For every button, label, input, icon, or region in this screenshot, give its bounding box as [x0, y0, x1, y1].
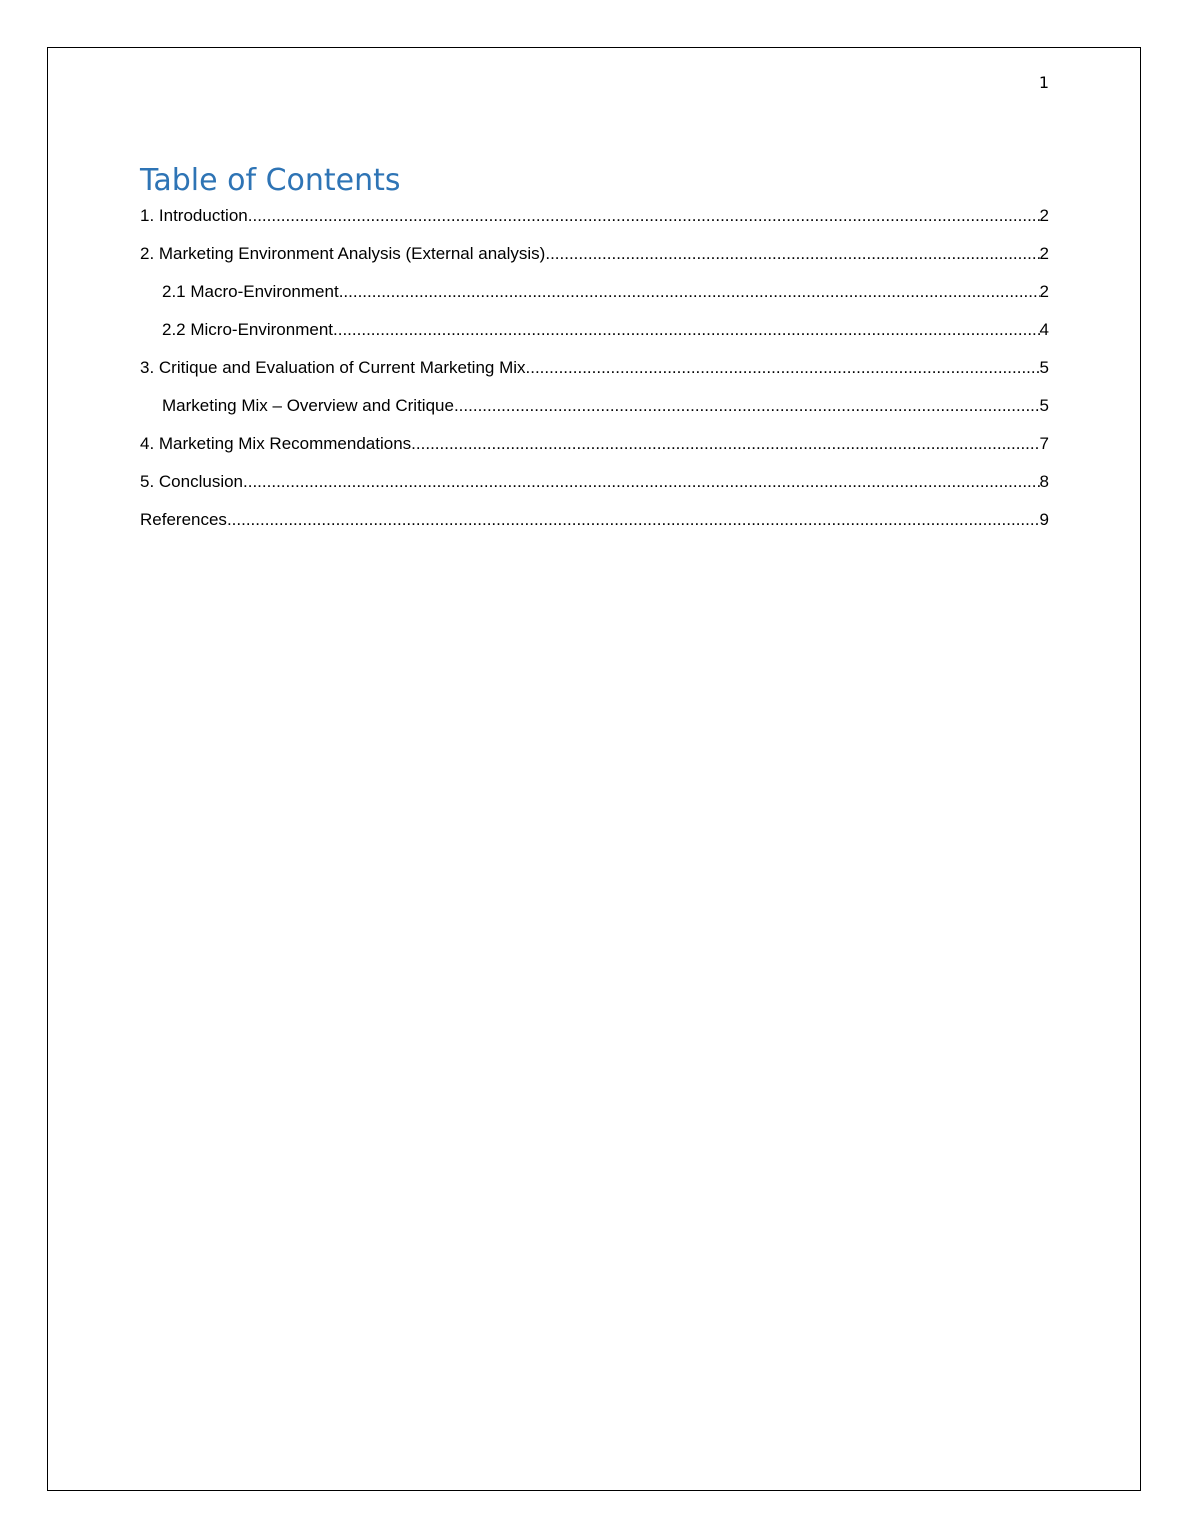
- toc-list: [140, 201, 1049, 530]
- toc-entry-introduction[interactable]: [140, 201, 1049, 226]
- toc-entry-page: 4: [1039, 320, 1049, 339]
- toc-entry-page: 2: [1039, 282, 1049, 301]
- toc-entry-marketing-mix-overview[interactable]: [140, 378, 1049, 416]
- toc-dot-leader: [545, 244, 1039, 264]
- toc-title: Table of Contents: [140, 163, 401, 198]
- toc-dot-leader: [248, 206, 1040, 226]
- toc-dot-leader: [227, 510, 1040, 530]
- toc-entry-text: 3. Critique and Evaluation of Current Marketing Mix: [140, 358, 526, 377]
- toc-entry-text: References: [140, 510, 227, 529]
- toc-entry-marketing-environment-analysis[interactable]: [140, 226, 1049, 264]
- toc-entry-text: 2.2 Micro-Environment: [162, 320, 334, 339]
- toc-entry-page: 2: [1039, 206, 1049, 225]
- toc-dot-leader: [243, 472, 1040, 492]
- toc-entry-page: 5: [1039, 396, 1049, 415]
- page-number: 1: [1038, 73, 1049, 92]
- toc-dot-leader: [339, 282, 1040, 302]
- toc-entry-page: 7: [1039, 434, 1049, 453]
- toc-entry-page: 8: [1039, 472, 1049, 491]
- toc-entry-text: 2. Marketing Environment Analysis (External analysis): [140, 244, 546, 263]
- toc-dot-leader: [526, 358, 1040, 378]
- toc-entry-conclusion[interactable]: [140, 454, 1049, 492]
- toc-entry-text: 5. Conclusion: [140, 472, 244, 491]
- toc-dot-leader: [411, 434, 1039, 454]
- toc-entry-text: Marketing Mix – Overview and Critique: [162, 396, 454, 415]
- toc-entry-text: 2.1 Macro-Environment: [162, 282, 339, 301]
- toc-entry-text: 1. Introduction: [140, 206, 248, 225]
- toc-entry-micro-environment[interactable]: [140, 302, 1049, 340]
- table-of-contents: [140, 161, 1049, 530]
- toc-entry-page: 9: [1039, 510, 1049, 529]
- toc-dot-leader: [333, 320, 1040, 340]
- toc-dot-leader: [454, 396, 1040, 416]
- toc-entry-recommendations[interactable]: [140, 416, 1049, 454]
- toc-entry-references[interactable]: [140, 492, 1049, 530]
- toc-entry-page: 2: [1039, 244, 1049, 263]
- toc-entry-macro-environment[interactable]: [140, 264, 1049, 302]
- toc-entry-text: 4. Marketing Mix Recommendations: [140, 434, 412, 453]
- toc-entry-critique-evaluation[interactable]: [140, 340, 1049, 378]
- toc-entry-page: 5: [1039, 358, 1049, 377]
